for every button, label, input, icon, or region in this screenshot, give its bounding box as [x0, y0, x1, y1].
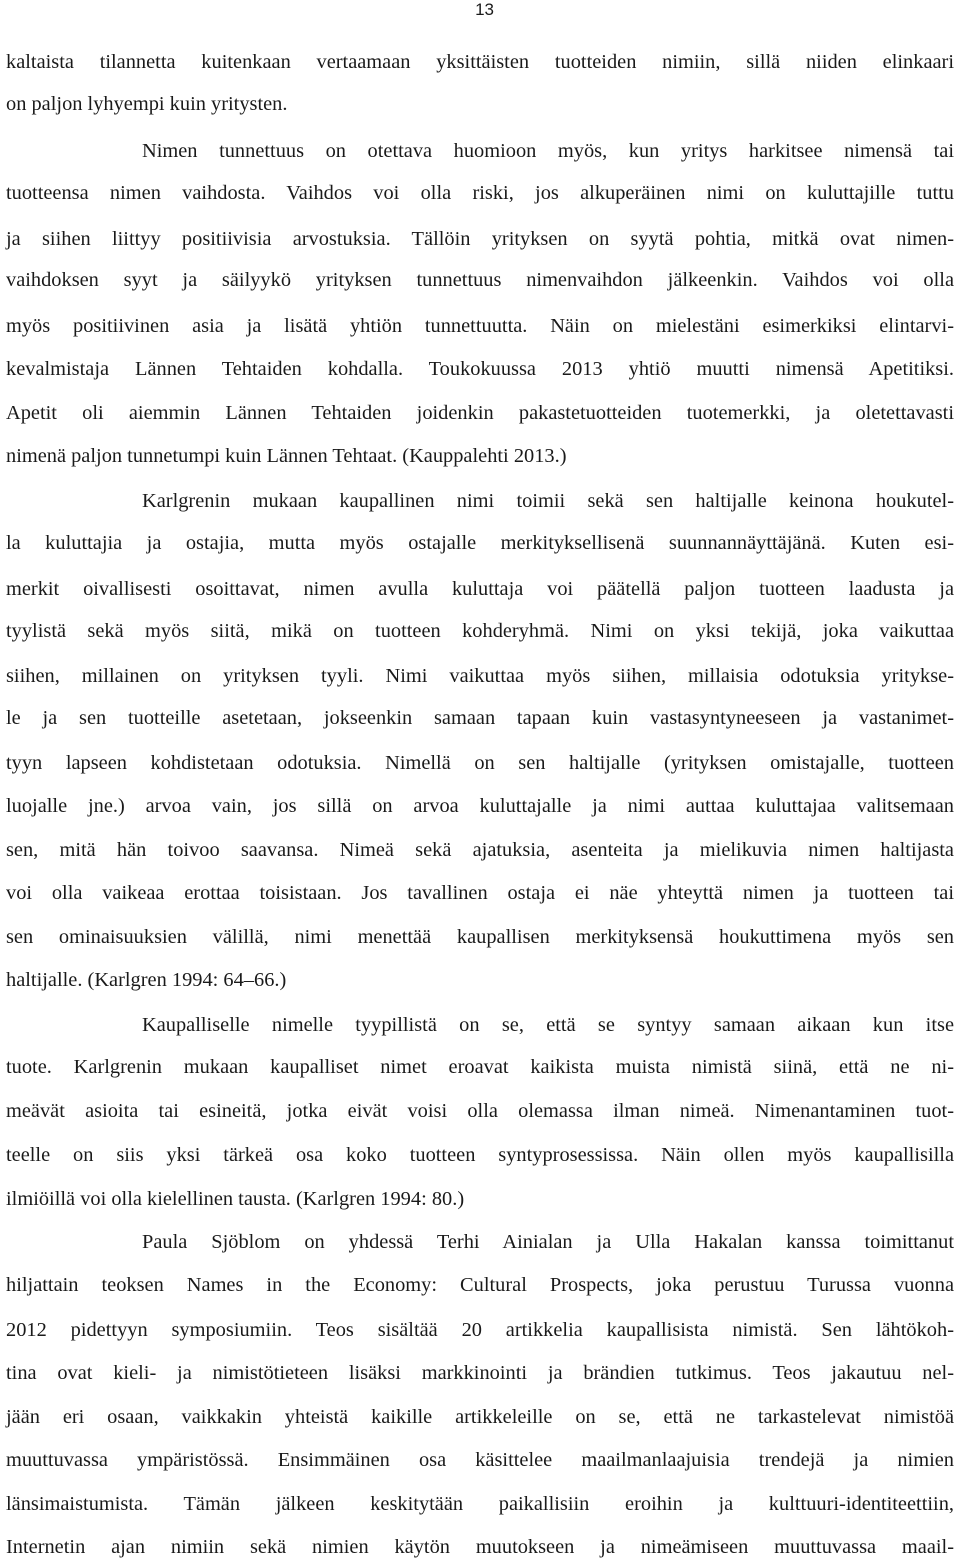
text-line: tyylistä sekä myös siitä, mikä on tuotteen kohderyhmä. Nimi on yksi tekijä, joka vaikuttaa [6, 620, 954, 642]
page-number: 13 [475, 0, 494, 19]
text-line: vaihdoksen syyt ja säilyykö yrityksen tunnettuus nimenvaihdon jälkeenkin. Vaihdos voi olla [6, 269, 954, 291]
text-line: tina ovat kieli- ja nimistötieteen lisäksi markkinointi ja brändien tutkimus. Teos jakautuu nel- [6, 1362, 954, 1384]
text-line: kevalmistaja Lännen Tehtaiden kohdalla. Toukokuussa 2013 yhtiö muutti nimensä Apetitiksi. [6, 358, 954, 380]
text-line: voi olla vaikeaa erottaa toisistaan. Jos tavallinen ostaja ei näe yhteyttä nimen ja tuotteen tai [6, 882, 954, 904]
paragraph-first-line: Paula Sjöblom on yhdessä Terhi Ainialan ja Ulla Hakalan kanssa toimittanut [142, 1231, 954, 1253]
text-line: hiljattain teoksen Names in the Economy: Cultural Prospects, joka perustuu Turussa vuonna [6, 1274, 954, 1296]
text-line: Internetin ajan nimiin sekä nimien käytön muutokseen ja nimeämiseen muuttuvassa maail- [6, 1536, 954, 1558]
text-line: Apetit oli aiemmin Lännen Tehtaiden joidenkin pakastetuotteiden tuotemerkki, ja oletettavasti [6, 402, 954, 424]
text-line: siihen, millainen on yrityksen tyyli. Nimi vaikuttaa myös siihen, millaisia odotuksia yritykse- [6, 665, 954, 687]
text-line: tuotteensa nimen vaihdosta. Vaihdos voi olla riski, jos alkuperäinen nimi on kuluttajille tuttu [6, 182, 954, 204]
text-line: la kuluttajia ja ostajia, mutta myös ostajalle merkityksellisenä suunnannäyttäjänä. Kuten esi- [6, 532, 954, 554]
paragraph-first-line: Karlgrenin mukaan kaupallinen nimi toimii sekä sen haltijalle keinona houkutel- [142, 490, 954, 512]
text-line: ja siihen liittyy positiivisia arvostuksia. Tällöin yrityksen on syytä pohtia, mitkä ovat nimen- [6, 228, 954, 250]
text-line: länsimaistumista. Tämän jälkeen keskitytään paikallisiin eroihin ja kulttuuri-identiteettiin, [6, 1493, 954, 1515]
text-line: myös positiivinen asia ja lisätä yhtiön tunnettuutta. Näin on mielestäni esimerkiksi elintarvi- [6, 315, 954, 337]
text-line: merkit oivallisesti osoittavat, nimen avulla kuluttaja voi päätellä paljon tuotteen laadusta ja [6, 578, 954, 600]
text-line: ilmiöillä voi olla kielellinen tausta. (Karlgren 1994: 80.) [6, 1188, 465, 1210]
text-line: nimenä paljon tunnetumpi kuin Lännen Tehtaat. (Kauppalehti 2013.) [6, 445, 567, 467]
text-line: sen ominaisuuksien välillä, nimi menettää kaupallisen merkityksensä houkuttimena myös sen [6, 926, 954, 948]
text-line: teelle on siis yksi tärkeä osa koko tuotteen syntyprosessissa. Näin ollen myös kaupallisilla [6, 1144, 954, 1166]
text-line: jään eri osaan, vaikkakin yhteistä kaikille artikkeleille on se, että ne tarkastelevat nimistöä [6, 1406, 954, 1428]
text-line: haltijalle. (Karlgren 1994: 64–66.) [6, 969, 287, 991]
text-line: sen, mitä hän toivoo saavansa. Nimeä sekä ajatuksia, asenteita ja mielikuvia nimen haltijasta [6, 839, 954, 861]
text-line: le ja sen tuotteille asetetaan, jokseenkin samaan tapaan kuin vastasyntyneeseen ja vastanimet- [6, 707, 954, 729]
text-line: tuote. Karlgrenin mukaan kaupalliset nimet eroavat kaikista muista nimistä siinä, että ne ni- [6, 1056, 954, 1078]
text-line: 2012 pidettyyn symposiumiin. Teos sisältää 20 artikkelia kaupallisista nimistä. Sen lähtökoh- [6, 1319, 954, 1341]
paragraph-first-line: Nimen tunnettuus on otettava huomioon myös, kun yritys harkitsee nimensä tai [142, 140, 954, 162]
text-line: muuttuvassa ympäristössä. Ensimmäinen osa käsittelee maailmanlaajuisia trendejä ja nimien [6, 1449, 954, 1471]
text-line: luojalle jne.) arvoa vain, jos sillä on arvoa kuluttajalle ja nimi auttaa kuluttajaa valitsemaan [6, 795, 954, 817]
text-line: on paljon lyhyempi kuin yritysten. [6, 93, 288, 115]
text-line: kaltaista tilannetta kuitenkaan vertaamaan yksittäisten tuotteiden nimiin, sillä niiden elinkaari [6, 51, 954, 73]
text-line: tyyn lapseen kohdistetaan odotuksia. Nimellä on sen haltijalle (yrityksen omistajalle, tuotteen [6, 752, 954, 774]
paragraph-first-line: Kaupalliselle nimelle tyypillistä on se, että se syntyy samaan aikaan kun itse [142, 1014, 954, 1036]
text-line: meävät asioita tai esineitä, jotka eivät voisi olla olemassa ilman nimeä. Nimenantaminen tuot- [6, 1100, 954, 1122]
